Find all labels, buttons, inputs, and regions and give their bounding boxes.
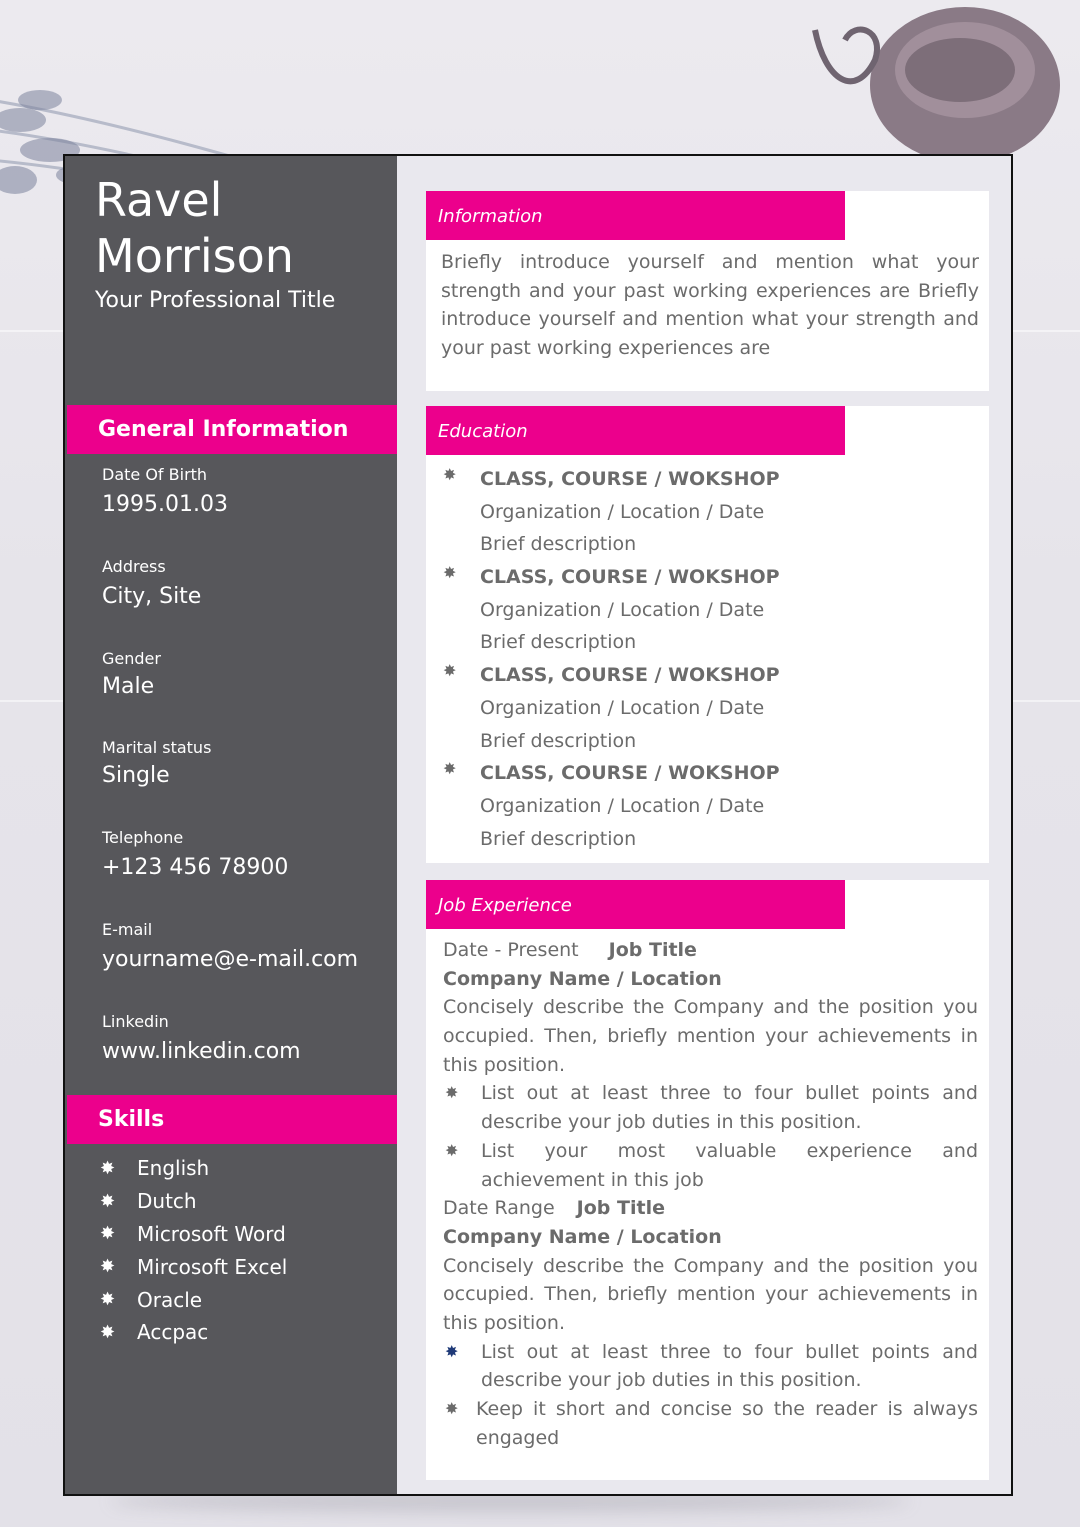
job-experience-heading: Job Experience bbox=[426, 880, 845, 929]
education-description: Brief description bbox=[480, 631, 637, 654]
email-value: yourname@e-mail.com bbox=[102, 947, 359, 972]
resume-page bbox=[63, 154, 1013, 1496]
skill-label: Dutch bbox=[137, 1189, 197, 1214]
skill-label: Oracle bbox=[137, 1287, 203, 1312]
job-entry bbox=[443, 936, 978, 1194]
job-bullet bbox=[443, 1395, 978, 1452]
job-date: Date Range bbox=[443, 1197, 555, 1220]
job-description: Concisely describe the Company and the position you occupied. Then, briefly mention your achievements in this position. bbox=[443, 996, 978, 1076]
asterisk-bullet-icon: ✸ bbox=[100, 1256, 116, 1278]
information-heading: Information bbox=[426, 191, 845, 240]
job-company: Company Name / Location bbox=[443, 1225, 722, 1248]
marital-status-value: Single bbox=[102, 763, 170, 788]
asterisk-bullet-icon: ✸ bbox=[443, 563, 457, 583]
skill-item bbox=[100, 1316, 287, 1349]
job-title: Job Title bbox=[576, 1197, 665, 1220]
dob-value: 1995.01.03 bbox=[102, 492, 228, 517]
address-value: City, Site bbox=[102, 584, 202, 609]
job-description: Concisely describe the Company and the position you occupied. Then, briefly mention your achievements in this position. bbox=[443, 1254, 978, 1335]
job-date-title-row bbox=[443, 936, 978, 965]
education-item bbox=[440, 757, 780, 855]
job-experience-card bbox=[426, 880, 989, 1480]
asterisk-bullet-icon: ✸ bbox=[445, 1341, 459, 1361]
education-item bbox=[440, 659, 780, 757]
asterisk-bullet-icon: ✸ bbox=[100, 1190, 116, 1212]
education-title: CLASS, COURSE / WOKSHOP bbox=[480, 762, 780, 785]
asterisk-bullet-icon: ✸ bbox=[445, 1399, 459, 1419]
skill-item bbox=[100, 1218, 287, 1251]
skill-item bbox=[100, 1250, 287, 1283]
telephone-value: +123 456 78900 bbox=[102, 855, 289, 880]
skill-item bbox=[100, 1185, 287, 1218]
gender-label: Gender bbox=[102, 649, 161, 668]
job-bullet-text: List your most valuable experience and achievement in this job bbox=[481, 1139, 978, 1191]
professional-title: Your Professional Title bbox=[95, 288, 336, 313]
education-title: CLASS, COURSE / WOKSHOP bbox=[480, 468, 780, 490]
name-last: Morrison bbox=[95, 229, 294, 283]
education-card bbox=[426, 406, 989, 863]
skill-label: Mircosoft Excel bbox=[137, 1254, 288, 1279]
skill-label: Microsoft Word bbox=[137, 1221, 286, 1246]
education-title: CLASS, COURSE / WOKSHOP bbox=[480, 566, 780, 589]
asterisk-bullet-icon: ✸ bbox=[443, 759, 457, 779]
job-bullet bbox=[443, 1079, 978, 1136]
skill-label: English bbox=[137, 1156, 210, 1181]
information-text: Briefly introduce yourself and mention what your strength and your past working experiences are Briefly introduce yourself and mention what your strength and your past working experiences are bbox=[441, 251, 979, 360]
asterisk-bullet-icon: ✸ bbox=[100, 1223, 116, 1245]
education-list bbox=[440, 463, 780, 855]
candidate-name bbox=[95, 172, 294, 284]
job-entry bbox=[443, 1194, 978, 1452]
asterisk-bullet-icon: ✸ bbox=[445, 1083, 459, 1103]
education-item bbox=[440, 561, 780, 659]
skill-item bbox=[100, 1283, 287, 1316]
education-description: Brief description bbox=[480, 533, 637, 556]
job-bullet-text: Keep it short and concise so the reader is always engaged bbox=[476, 1398, 978, 1449]
job-bullet-text: List out at least three to four bullet points and describe your job duties in this position. bbox=[481, 1340, 978, 1392]
education-heading: Education bbox=[426, 406, 845, 455]
name-first: Ravel bbox=[95, 173, 223, 227]
job-bullet-text: List out at least three to four bullet points and describe your job duties in this position. bbox=[481, 1082, 978, 1134]
education-organization: Organization / Location / Date bbox=[480, 696, 765, 719]
education-organization: Organization / Location / Date bbox=[480, 598, 765, 621]
asterisk-bullet-icon: ✸ bbox=[443, 661, 457, 681]
address-label: Address bbox=[102, 557, 166, 576]
general-information-heading: General Information bbox=[67, 405, 397, 454]
job-bullet bbox=[443, 1137, 978, 1194]
asterisk-bullet-icon: ✸ bbox=[445, 1140, 459, 1160]
job-bullet bbox=[443, 1338, 978, 1395]
education-organization: Organization / Location / Date bbox=[480, 794, 765, 817]
job-date: Date - Present bbox=[443, 939, 579, 961]
telephone-label: Telephone bbox=[102, 828, 184, 847]
education-item bbox=[440, 463, 780, 561]
asterisk-bullet-icon: ✸ bbox=[100, 1321, 116, 1343]
sidebar bbox=[65, 156, 397, 1494]
asterisk-bullet-icon: ✸ bbox=[100, 1157, 116, 1179]
skill-item bbox=[100, 1152, 287, 1185]
education-description: Brief description bbox=[480, 729, 637, 752]
email-label: E-mail bbox=[102, 920, 153, 939]
education-title: CLASS, COURSE / WOKSHOP bbox=[480, 664, 780, 687]
job-company: Company Name / Location bbox=[443, 967, 722, 990]
gender-value: Male bbox=[102, 674, 155, 699]
marital-status-label: Marital status bbox=[102, 738, 212, 757]
education-description: Brief description bbox=[480, 827, 637, 850]
job-date-title-row bbox=[443, 1194, 978, 1223]
job-title: Job Title bbox=[608, 939, 697, 961]
asterisk-bullet-icon: ✸ bbox=[443, 465, 457, 484]
linkedin-label: Linkedin bbox=[102, 1012, 169, 1031]
linkedin-value: www.linkedin.com bbox=[102, 1039, 301, 1064]
candle-decoration bbox=[795, 0, 1075, 170]
information-card bbox=[426, 191, 989, 391]
asterisk-bullet-icon: ✸ bbox=[100, 1289, 116, 1311]
skills-heading: Skills bbox=[67, 1095, 397, 1144]
dob-label: Date Of Birth bbox=[102, 465, 208, 484]
education-organization: Organization / Location / Date bbox=[480, 500, 765, 523]
skills-list bbox=[100, 1152, 287, 1349]
skill-label: Accpac bbox=[137, 1320, 209, 1345]
job-list bbox=[443, 936, 978, 1453]
